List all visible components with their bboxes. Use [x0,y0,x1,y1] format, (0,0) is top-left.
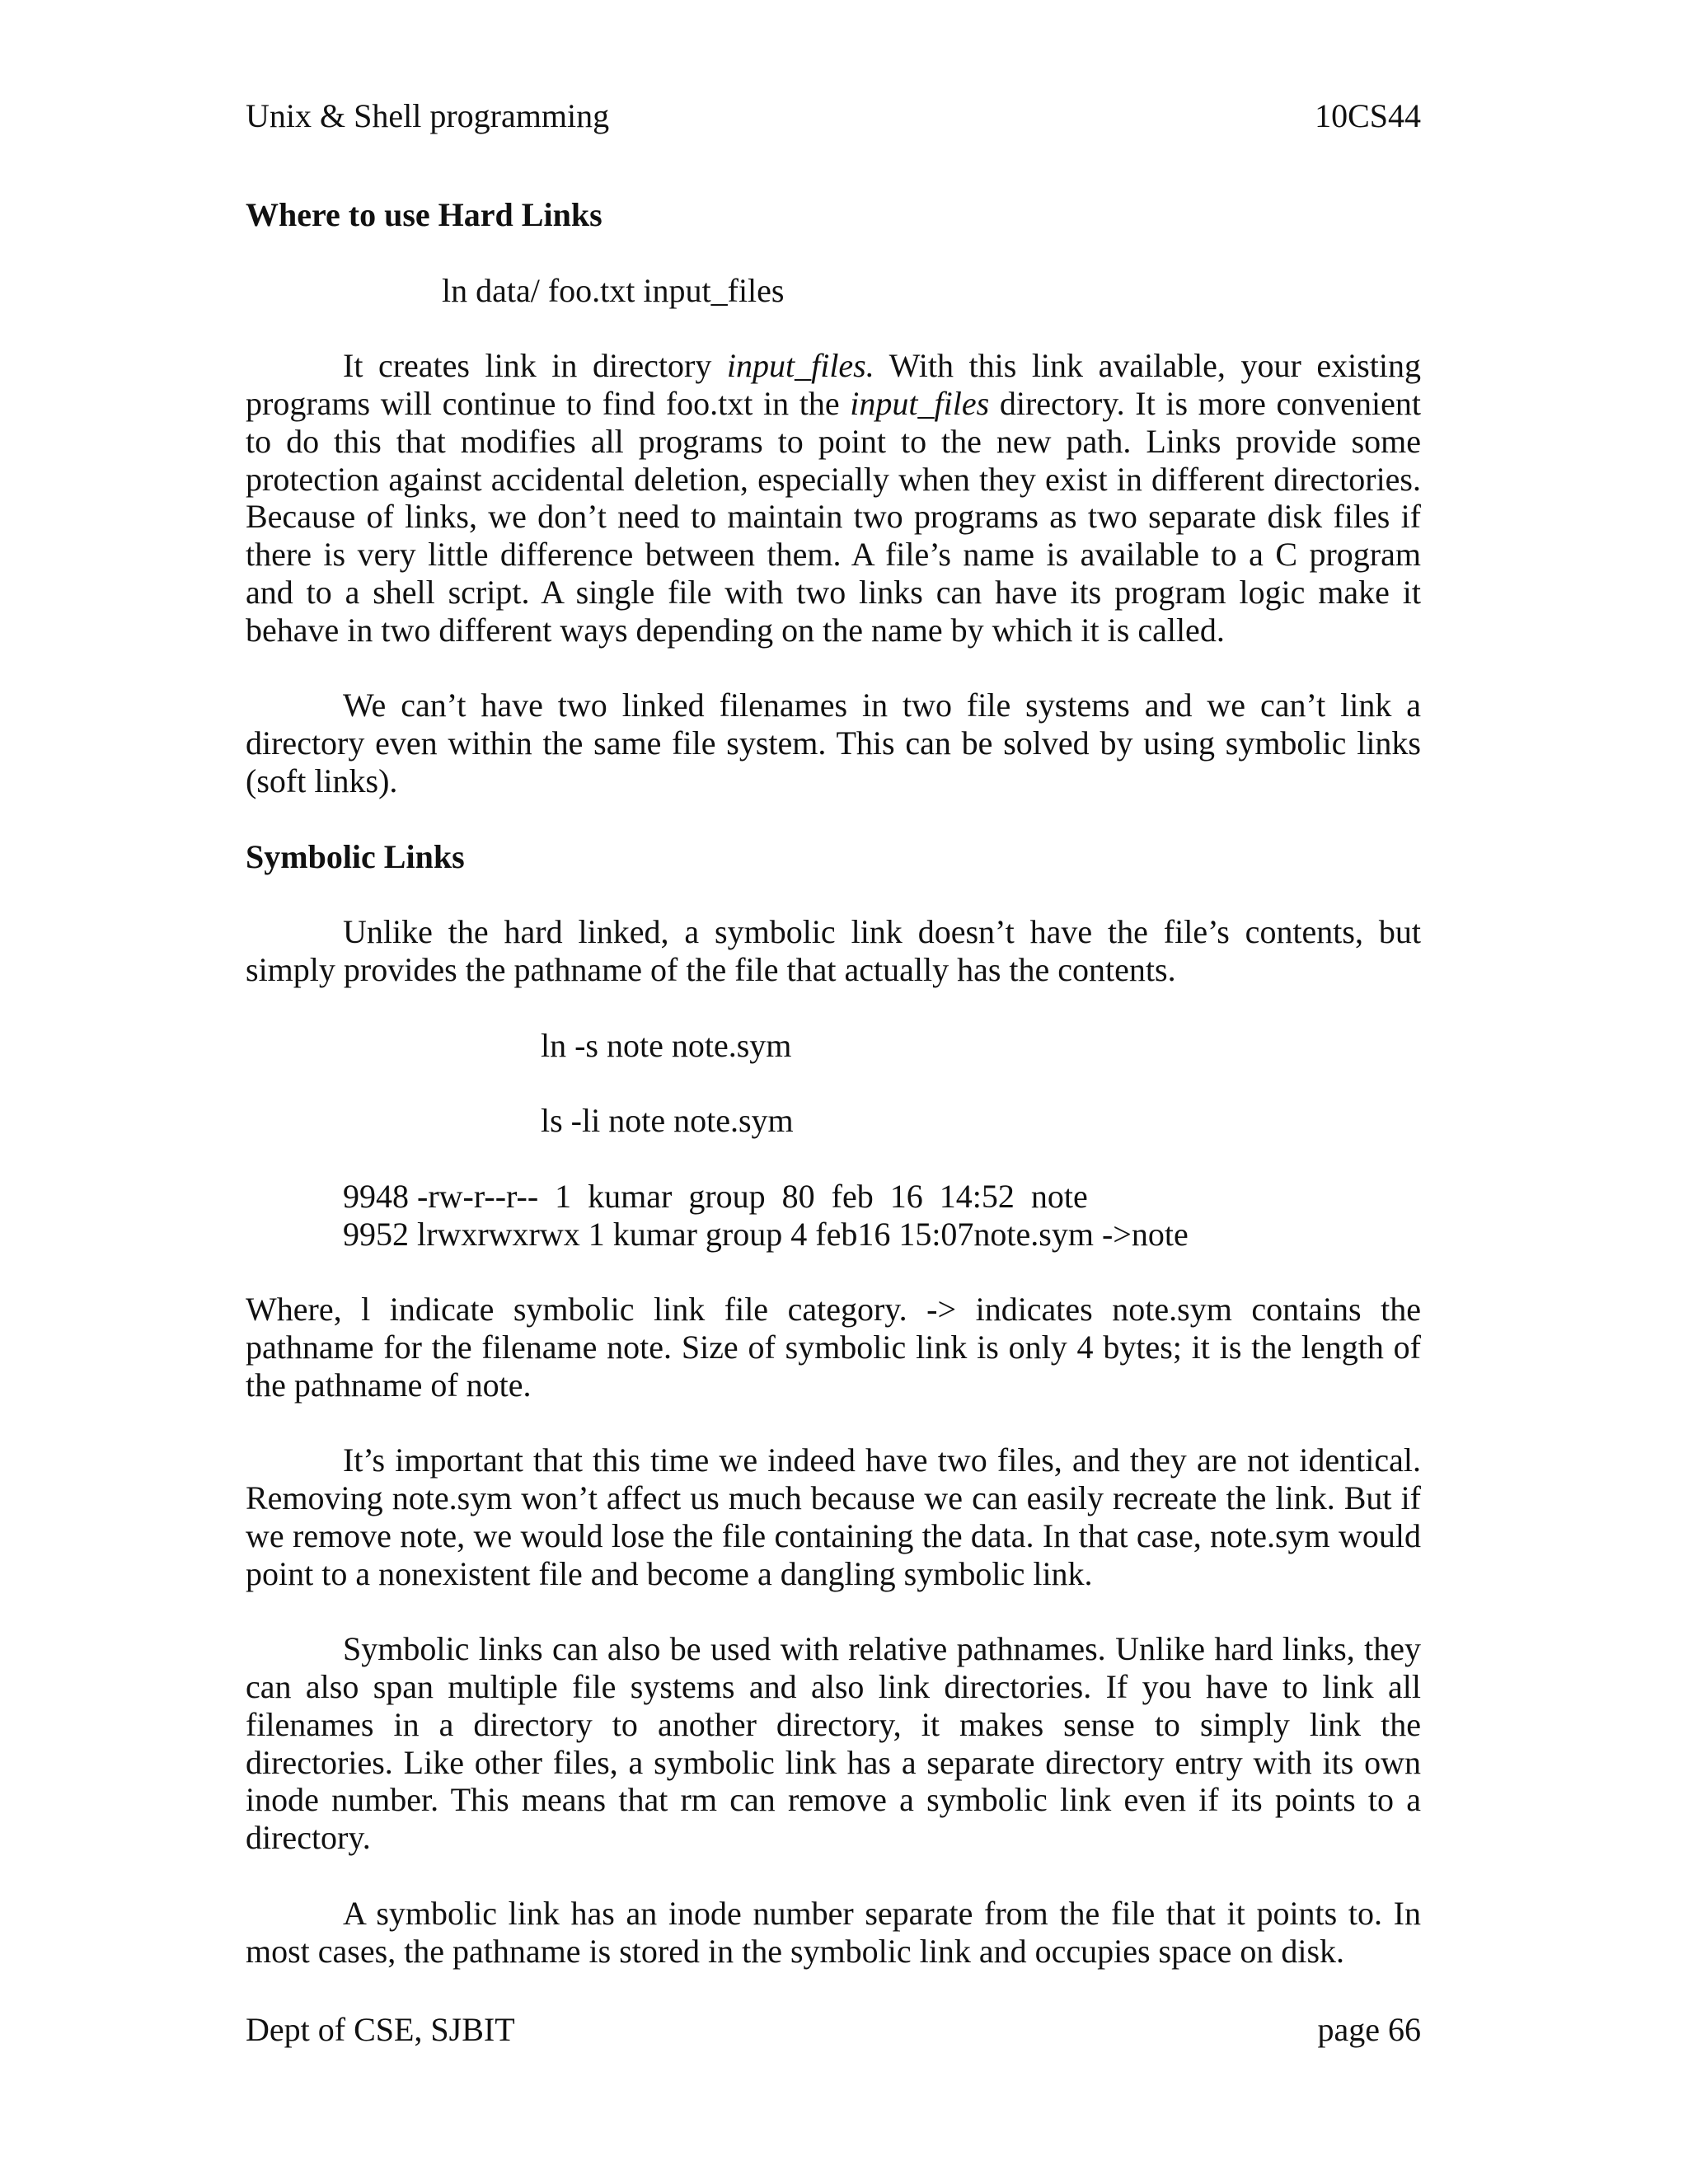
paragraph-relative-paths: Symbolic links can also be used with relative pathnames. Unlike hard links, they can also span multiple file systems and also link directories. If you have to link all filenames in a directory to another directory, it makes sense to simply link the directories. Like other files, a symbolic link has a separate directory entry with its own inode number. This means that rm can remove a symbolic link even if its points to a directory. [246,1630,1421,1857]
paragraph-hard-link-limits: We can’t have two linked filenames in two file systems and we can’t link a directory even within the same file system. This can be solved by using symbolic links (soft links). [246,687,1421,799]
header-course-title: Unix & Shell programming [246,97,610,134]
command-ls-li: ls -li note note.sym [541,1102,794,1140]
italic-dirname: input_files [850,384,990,422]
page-body [246,196,1421,1970]
text-run: It creates link in directory [343,347,727,385]
italic-dirname: input_files. [726,347,874,385]
header-course-code: 10CS44 [1315,97,1421,134]
paragraph-symbolic-intro: Unlike the hard linked, a symbolic link doesn’t have the file’s contents, but simply provides the pathname of the file that actually has the contents. [246,913,1421,988]
paragraph-listing-explanation: Where, l indicate symbolic link file category. -> indicates note.sym contains the pathname for the filename note. Size of symbolic link is only 4 bytes; it is the length of the pathname of note. [246,1291,1421,1404]
paragraph-hard-links-usage [246,347,1421,649]
paragraph-dangling-link: It’s important that this time we indeed have two files, and they are not identical. Removing note.sym won’t affect us much because we can easily recreate the link. But if we remove note, we would lose the file containing the data. In that case, note.sym would point to a nonexistent file and become a dangling symbolic link. [246,1441,1421,1592]
text-run: directory. It is more convenient to do this that modifies all programs to point to the new path. Links provide some protection against accidental deletion, especially when they exist in different directories. Because of links, we don’t need to maintain two programs as two separate disk files if there is very little difference between them. A file’s name is available to a C program and to a shell script. A single file with two links can have its program logic make it behave in two different ways depending on the name by which it is called. [246,384,1421,649]
section-heading-symbolic-links: Symbolic Links [246,837,465,875]
section-heading-hard-links: Where to use Hard Links [246,196,603,233]
command-ln-symbolic: ln -s note note.sym [541,1026,792,1064]
paragraph-inode: A symbolic link has an inode number separate from the file that it points to. In most cases, the pathname is stored in the symbolic link and occupies space on disk. [246,1894,1421,1970]
text-run: With this link available, your existing programs will continue to find foo.txt in the [246,347,1421,422]
listing-line-note: 9948 -rw-r--r-- 1 kumar group 80 feb 16 14:52 note [343,1177,1088,1215]
footer-department: Dept of CSE, SJBIT [246,2011,515,2048]
command-ln-hard: ln data/ foo.txt input_files [442,271,785,309]
listing-line-note-sym: 9952 lrwxrwxrwx 1 kumar group 4 feb16 15:07note.sym ->note [343,1215,1189,1253]
footer-page-number: page 66 [1317,2011,1421,2048]
